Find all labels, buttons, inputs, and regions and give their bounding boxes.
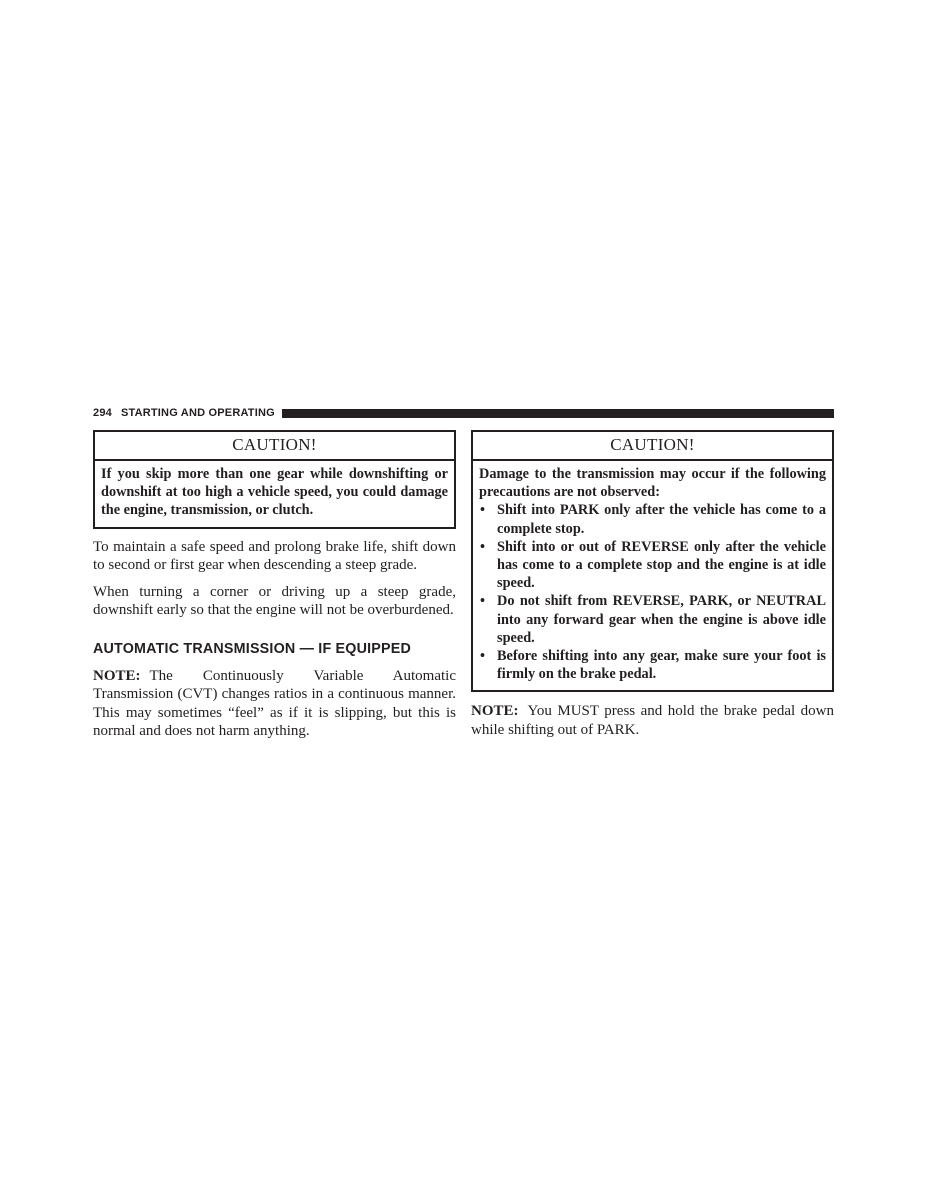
caution-text: If you skip more than one gear while downshifting or downshift at too high a vehicle speed, you could damage the engine, transmission, or clutch. — [101, 466, 448, 519]
note-text: You MUST press and hold the brake pedal down while shifting out of PARK. — [471, 703, 834, 738]
caution-title: CAUTION! — [473, 432, 832, 461]
bullet-text: Shift into PARK only after the vehicle has come to a complete stop. — [497, 502, 826, 537]
bullet-text: Before shifting into any gear, make sure your foot is firmly on the brake pedal. — [497, 648, 826, 683]
bullet-icon: • — [480, 593, 486, 610]
bullet-icon: • — [480, 538, 486, 555]
paragraph-speed: To maintain a safe speed and prolong brake life, shift down to second or first gear when descending a steep grade. — [93, 538, 456, 574]
caution-box-left — [93, 430, 456, 529]
paragraph-corner: When turning a corner or driving up a steep grade, downshift early so that the engine will not be overburdened. — [93, 583, 456, 619]
right-column — [471, 430, 834, 739]
page-number: 294 — [93, 407, 112, 419]
caution-title: CAUTION! — [95, 432, 454, 461]
caution-intro: Damage to the transmission may occur if the following precautions are not observed: — [479, 466, 826, 501]
note-text: The Continuously Variable Automatic Transmission (CVT) changes ratios in a continuous manner. This may sometimes “feel” as if it is slipping, but this is normal and does not harm anything. — [93, 667, 456, 740]
note-label: NOTE: — [471, 703, 519, 720]
caution-bullet — [479, 647, 826, 683]
section-heading: AUTOMATIC TRANSMISSION — IF EQUIPPED — [93, 640, 412, 657]
note-cvt — [93, 667, 456, 741]
left-column — [93, 430, 456, 741]
section-title: STARTING AND OPERATING — [120, 407, 275, 419]
caution-body — [473, 461, 832, 690]
note-label: NOTE: — [93, 667, 141, 684]
note-park — [471, 702, 834, 739]
header-rule — [282, 409, 834, 418]
caution-bullet — [479, 538, 826, 593]
caution-box-right — [471, 430, 834, 692]
bullet-text: Do not shift from REVERSE, PARK, or NEUTRAL into any forward gear when the engine is above idle speed. — [497, 593, 826, 646]
bullet-icon: • — [480, 502, 486, 519]
caution-bullet — [479, 592, 826, 647]
caution-bullet — [479, 501, 826, 537]
bullet-icon: • — [480, 648, 486, 665]
bullet-text: Shift into or out of REVERSE only after the vehicle has come to a complete stop and the engine is at idle speed. — [497, 538, 826, 592]
caution-bullet-list — [479, 501, 826, 683]
page-header — [93, 405, 834, 421]
